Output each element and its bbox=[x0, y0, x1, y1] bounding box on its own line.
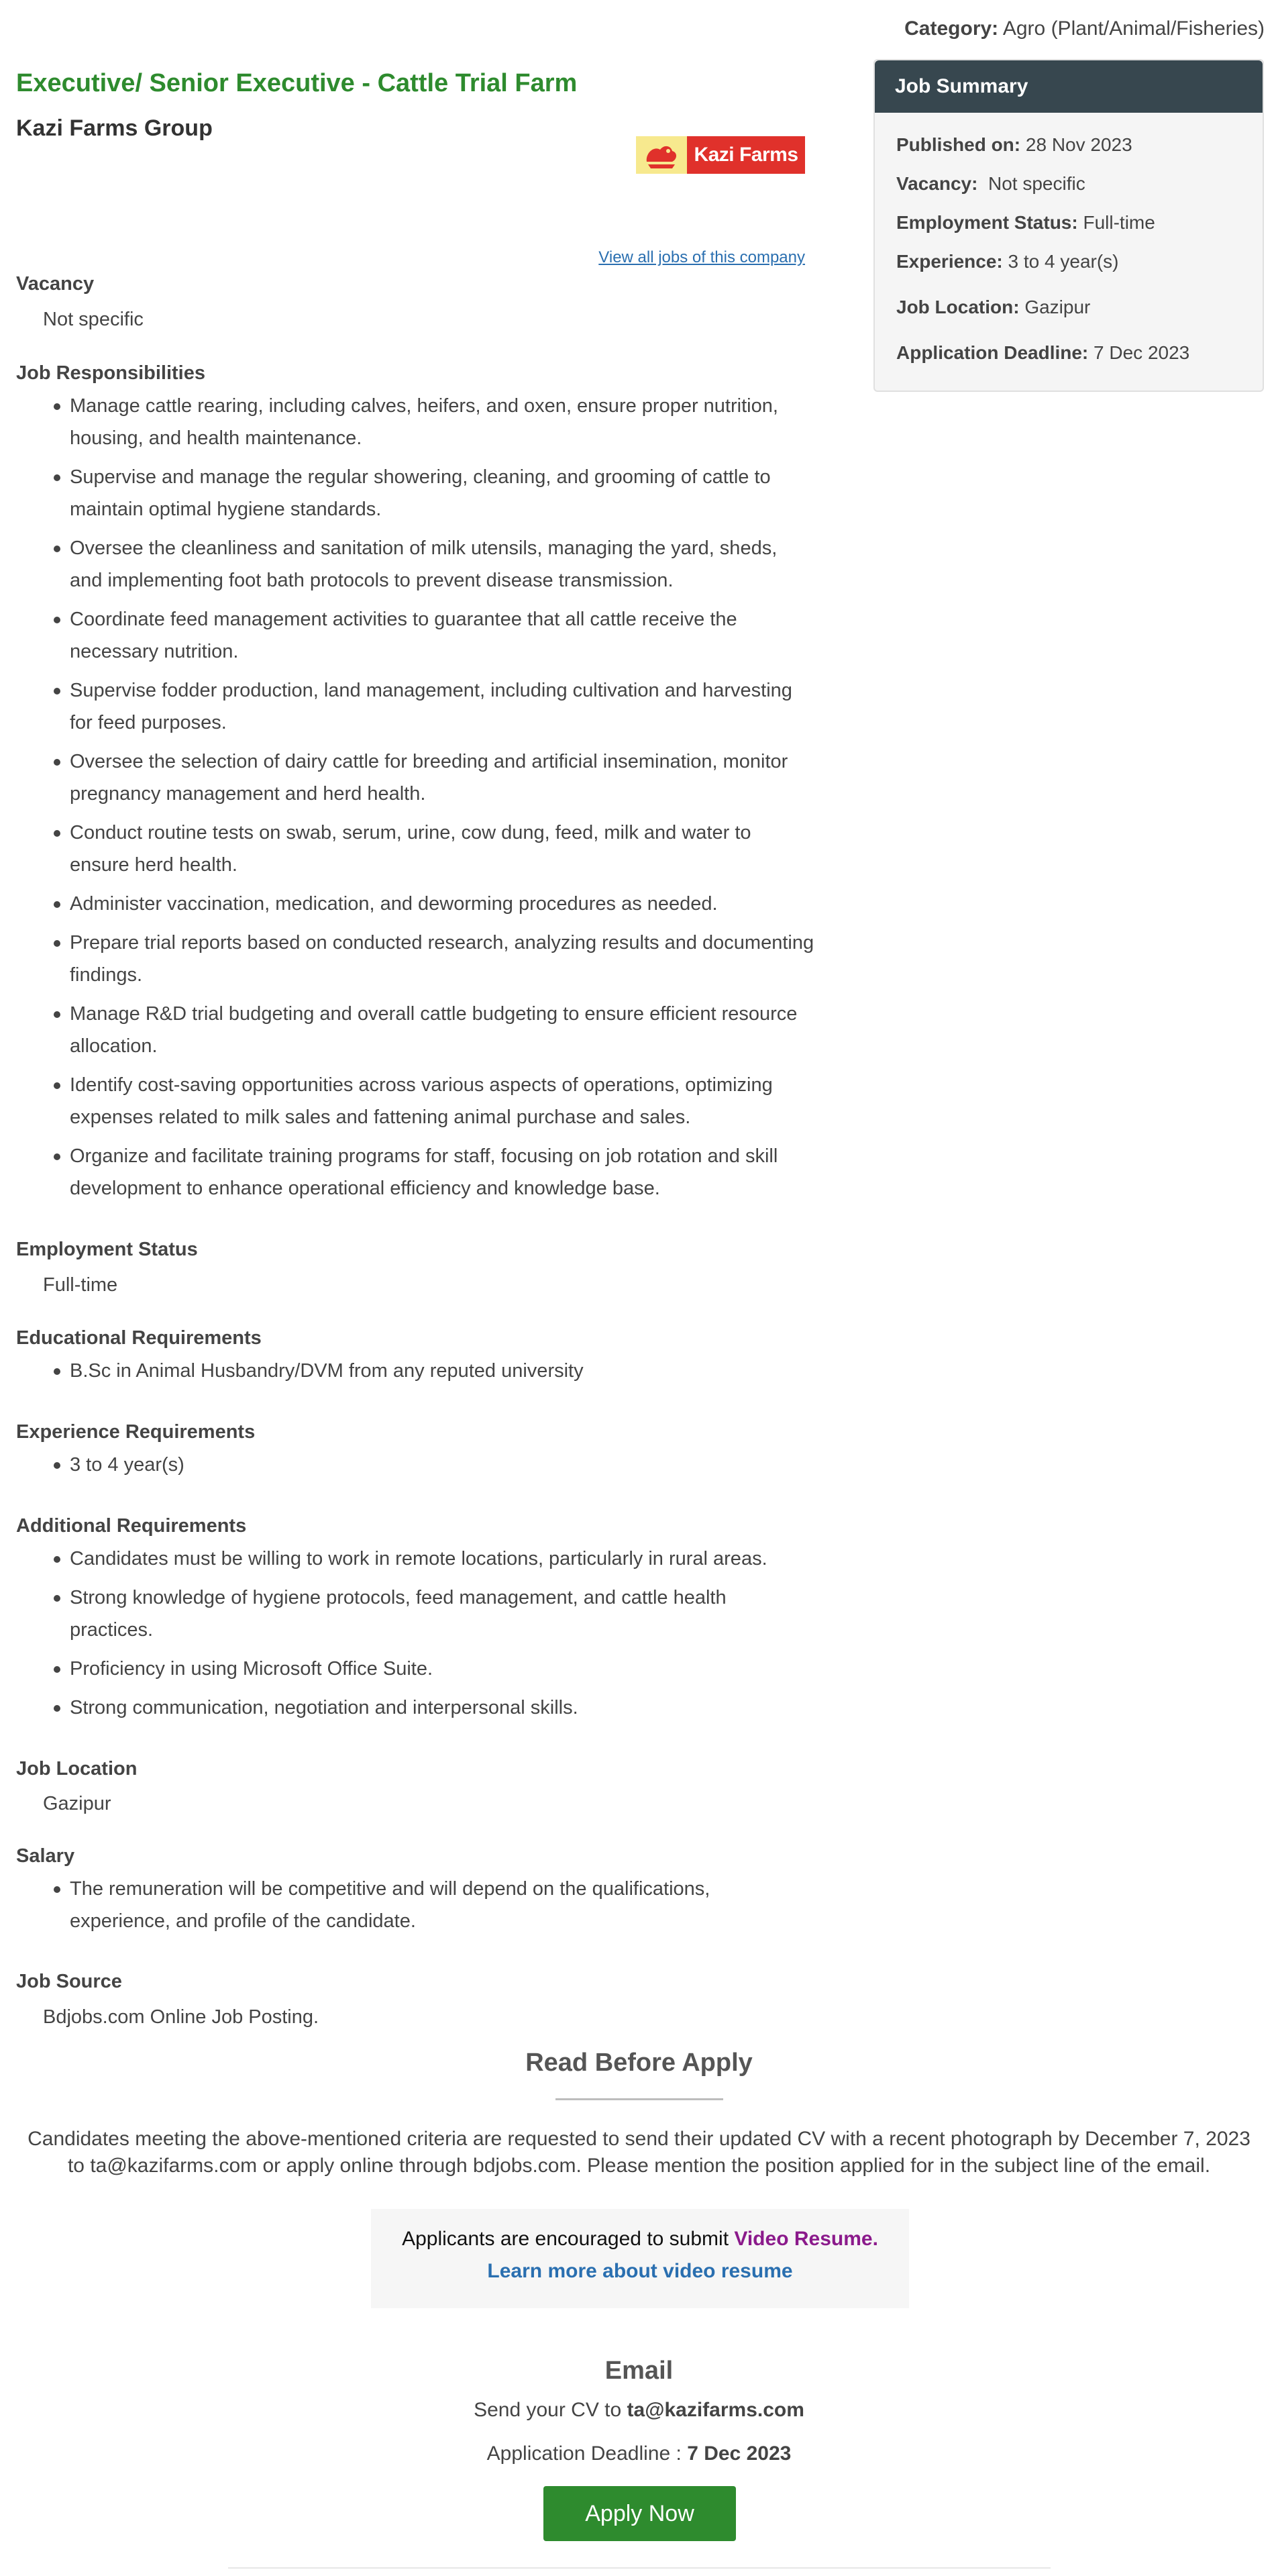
summary-experience-value: 3 to 4 year(s) bbox=[1008, 251, 1119, 272]
education-list bbox=[16, 1355, 814, 1394]
list-item: The remuneration will be competitive and will depend on the qualifications, experience, and profile of the candidate. bbox=[16, 1873, 814, 1937]
video-resume-prefix: Applicants are encouraged to submit bbox=[402, 2228, 735, 2250]
location-title: Job Location bbox=[16, 1758, 138, 1780]
list-item: Strong knowledge of hygiene protocols, feed management, and cattle health practices. bbox=[16, 1582, 814, 1646]
apply-now-button[interactable]: Apply Now bbox=[543, 2486, 736, 2541]
summary-employment-label: Employment Status: bbox=[896, 212, 1078, 233]
responsibilities-list bbox=[16, 390, 814, 1211]
job-header bbox=[16, 67, 808, 142]
list-item: Organize and facilitate training programs for staff, focusing on job rotation and skill development to enhance operational efficiency and knowledge base. bbox=[16, 1140, 814, 1204]
vacancy-value: Not specific bbox=[43, 309, 144, 330]
responsibilities-title: Job Responsibilities bbox=[16, 362, 205, 384]
list-item: Prepare trial reports based on conducted research, analyzing results and documenting findings. bbox=[16, 927, 814, 991]
video-resume-box bbox=[371, 2209, 909, 2308]
summary-deadline bbox=[896, 342, 1189, 364]
list-item: Identify cost-saving opportunities across various aspects of operations, optimizing expenses related to milk sales and fattening animal purchase and sales. bbox=[16, 1069, 814, 1133]
summary-vacancy-label: Vacancy: bbox=[896, 173, 978, 194]
company-name: Kazi Farms Group bbox=[16, 115, 213, 141]
divider bbox=[228, 2567, 1051, 2569]
experience-list bbox=[16, 1449, 814, 1488]
employment-status-value: Full-time bbox=[43, 1274, 118, 1296]
chicken-logo-icon bbox=[636, 136, 687, 174]
vacancy-title: Vacancy bbox=[16, 273, 95, 295]
email-deadline-prefix: Application Deadline : bbox=[486, 2442, 688, 2465]
source-title: Job Source bbox=[16, 1971, 122, 1992]
company-logo bbox=[636, 136, 805, 174]
summary-location-label: Job Location: bbox=[896, 297, 1020, 317]
read-before-apply-line1: Candidates meeting the above-mentioned criteria are requested to send their updated CV with a recent photograph by December 7, 2023 bbox=[28, 2128, 1250, 2150]
company-logo-text: Kazi Farms bbox=[687, 136, 805, 174]
list-item: Candidates must be willing to work in remote locations, particularly in rural areas. bbox=[16, 1543, 814, 1575]
video-resume-highlight: Video Resume. bbox=[734, 2228, 878, 2250]
email-title: Email bbox=[604, 2357, 674, 2385]
employment-status-title: Employment Status bbox=[16, 1239, 198, 1260]
send-cv-text bbox=[0, 2399, 1278, 2422]
list-item: Conduct routine tests on swab, serum, urine, cow dung, feed, milk and water to ensure herd health. bbox=[16, 817, 814, 881]
learn-more-video-resume-link[interactable]: Learn more about video resume bbox=[487, 2260, 793, 2282]
summary-published bbox=[896, 134, 1132, 156]
list-item: B.Sc in Animal Husbandry/DVM from any reputed university bbox=[16, 1355, 814, 1387]
list-item: Coordinate feed management activities to guarantee that all cattle receive the necessary nutrition. bbox=[16, 603, 814, 668]
video-resume-text bbox=[371, 2228, 909, 2251]
education-title: Educational Requirements bbox=[16, 1327, 262, 1349]
summary-vacancy-value: Not specific bbox=[988, 173, 1085, 194]
summary-vacancy bbox=[896, 173, 1085, 195]
salary-list bbox=[16, 1873, 814, 1944]
location-value: Gazipur bbox=[43, 1793, 111, 1814]
list-item: Manage R&D trial budgeting and overall cattle budgeting to ensure efficient resource allocation. bbox=[16, 998, 814, 1062]
send-cv-prefix: Send your CV to bbox=[474, 2399, 627, 2421]
summary-employment-value: Full-time bbox=[1083, 212, 1155, 233]
email-deadline-value: 7 Dec 2023 bbox=[687, 2442, 792, 2465]
list-item: Manage cattle rearing, including calves, heifers, and oxen, ensure proper nutrition, housing, and health maintenance. bbox=[16, 390, 814, 454]
email-deadline-text bbox=[0, 2442, 1278, 2465]
summary-deadline-value: 7 Dec 2023 bbox=[1094, 342, 1190, 363]
list-item: 3 to 4 year(s) bbox=[16, 1449, 814, 1481]
category-value: Agro (Plant/Animal/Fisheries) bbox=[1002, 17, 1265, 40]
list-item: Oversee the cleanliness and sanitation of milk utensils, managing the yard, sheds, and implementing foot bath protocols to prevent disease transmission. bbox=[16, 532, 814, 597]
summary-deadline-label: Application Deadline: bbox=[896, 342, 1089, 363]
read-before-apply-title: Read Before Apply bbox=[525, 2049, 753, 2077]
read-before-apply-line2: to ta@kazifarms.com or apply online through bdjobs.com. Please mention the position applied for in the subject line of the email. bbox=[67, 2155, 1211, 2177]
summary-location bbox=[896, 297, 1090, 318]
additional-list bbox=[16, 1543, 814, 1731]
source-value: Bdjobs.com Online Job Posting. bbox=[43, 2006, 319, 2028]
category-label: Category: bbox=[904, 17, 999, 40]
summary-location-value: Gazipur bbox=[1024, 297, 1091, 317]
job-summary-panel bbox=[873, 59, 1264, 392]
experience-title: Experience Requirements bbox=[16, 1421, 256, 1443]
list-item: Administer vaccination, medication, and deworming procedures as needed. bbox=[16, 888, 814, 920]
divider bbox=[555, 2098, 723, 2100]
salary-title: Salary bbox=[16, 1845, 75, 1867]
summary-employment bbox=[896, 212, 1155, 234]
additional-title: Additional Requirements bbox=[16, 1515, 247, 1537]
summary-published-label: Published on: bbox=[896, 134, 1021, 155]
view-all-jobs-link[interactable]: View all jobs of this company bbox=[598, 248, 805, 266]
job-title: Executive/ Senior Executive - Cattle Trial Farm bbox=[16, 69, 578, 97]
summary-experience-label: Experience: bbox=[896, 251, 1003, 272]
list-item: Strong communication, negotiation and interpersonal skills. bbox=[16, 1692, 814, 1724]
summary-experience bbox=[896, 251, 1118, 272]
summary-published-value: 28 Nov 2023 bbox=[1025, 134, 1132, 155]
job-summary-title: Job Summary bbox=[875, 60, 1263, 113]
list-item: Supervise fodder production, land management, including cultivation and harvesting for feed purposes. bbox=[16, 674, 814, 739]
list-item: Oversee the selection of dairy cattle for breeding and artificial insemination, monitor pregnancy management and herd health. bbox=[16, 745, 814, 810]
send-cv-email[interactable]: ta@kazifarms.com bbox=[627, 2399, 804, 2421]
list-item: Supervise and manage the regular showering, cleaning, and grooming of cattle to maintain optimal hygiene standards. bbox=[16, 461, 814, 525]
list-item: Proficiency in using Microsoft Office Suite. bbox=[16, 1653, 814, 1685]
category bbox=[904, 17, 1265, 40]
